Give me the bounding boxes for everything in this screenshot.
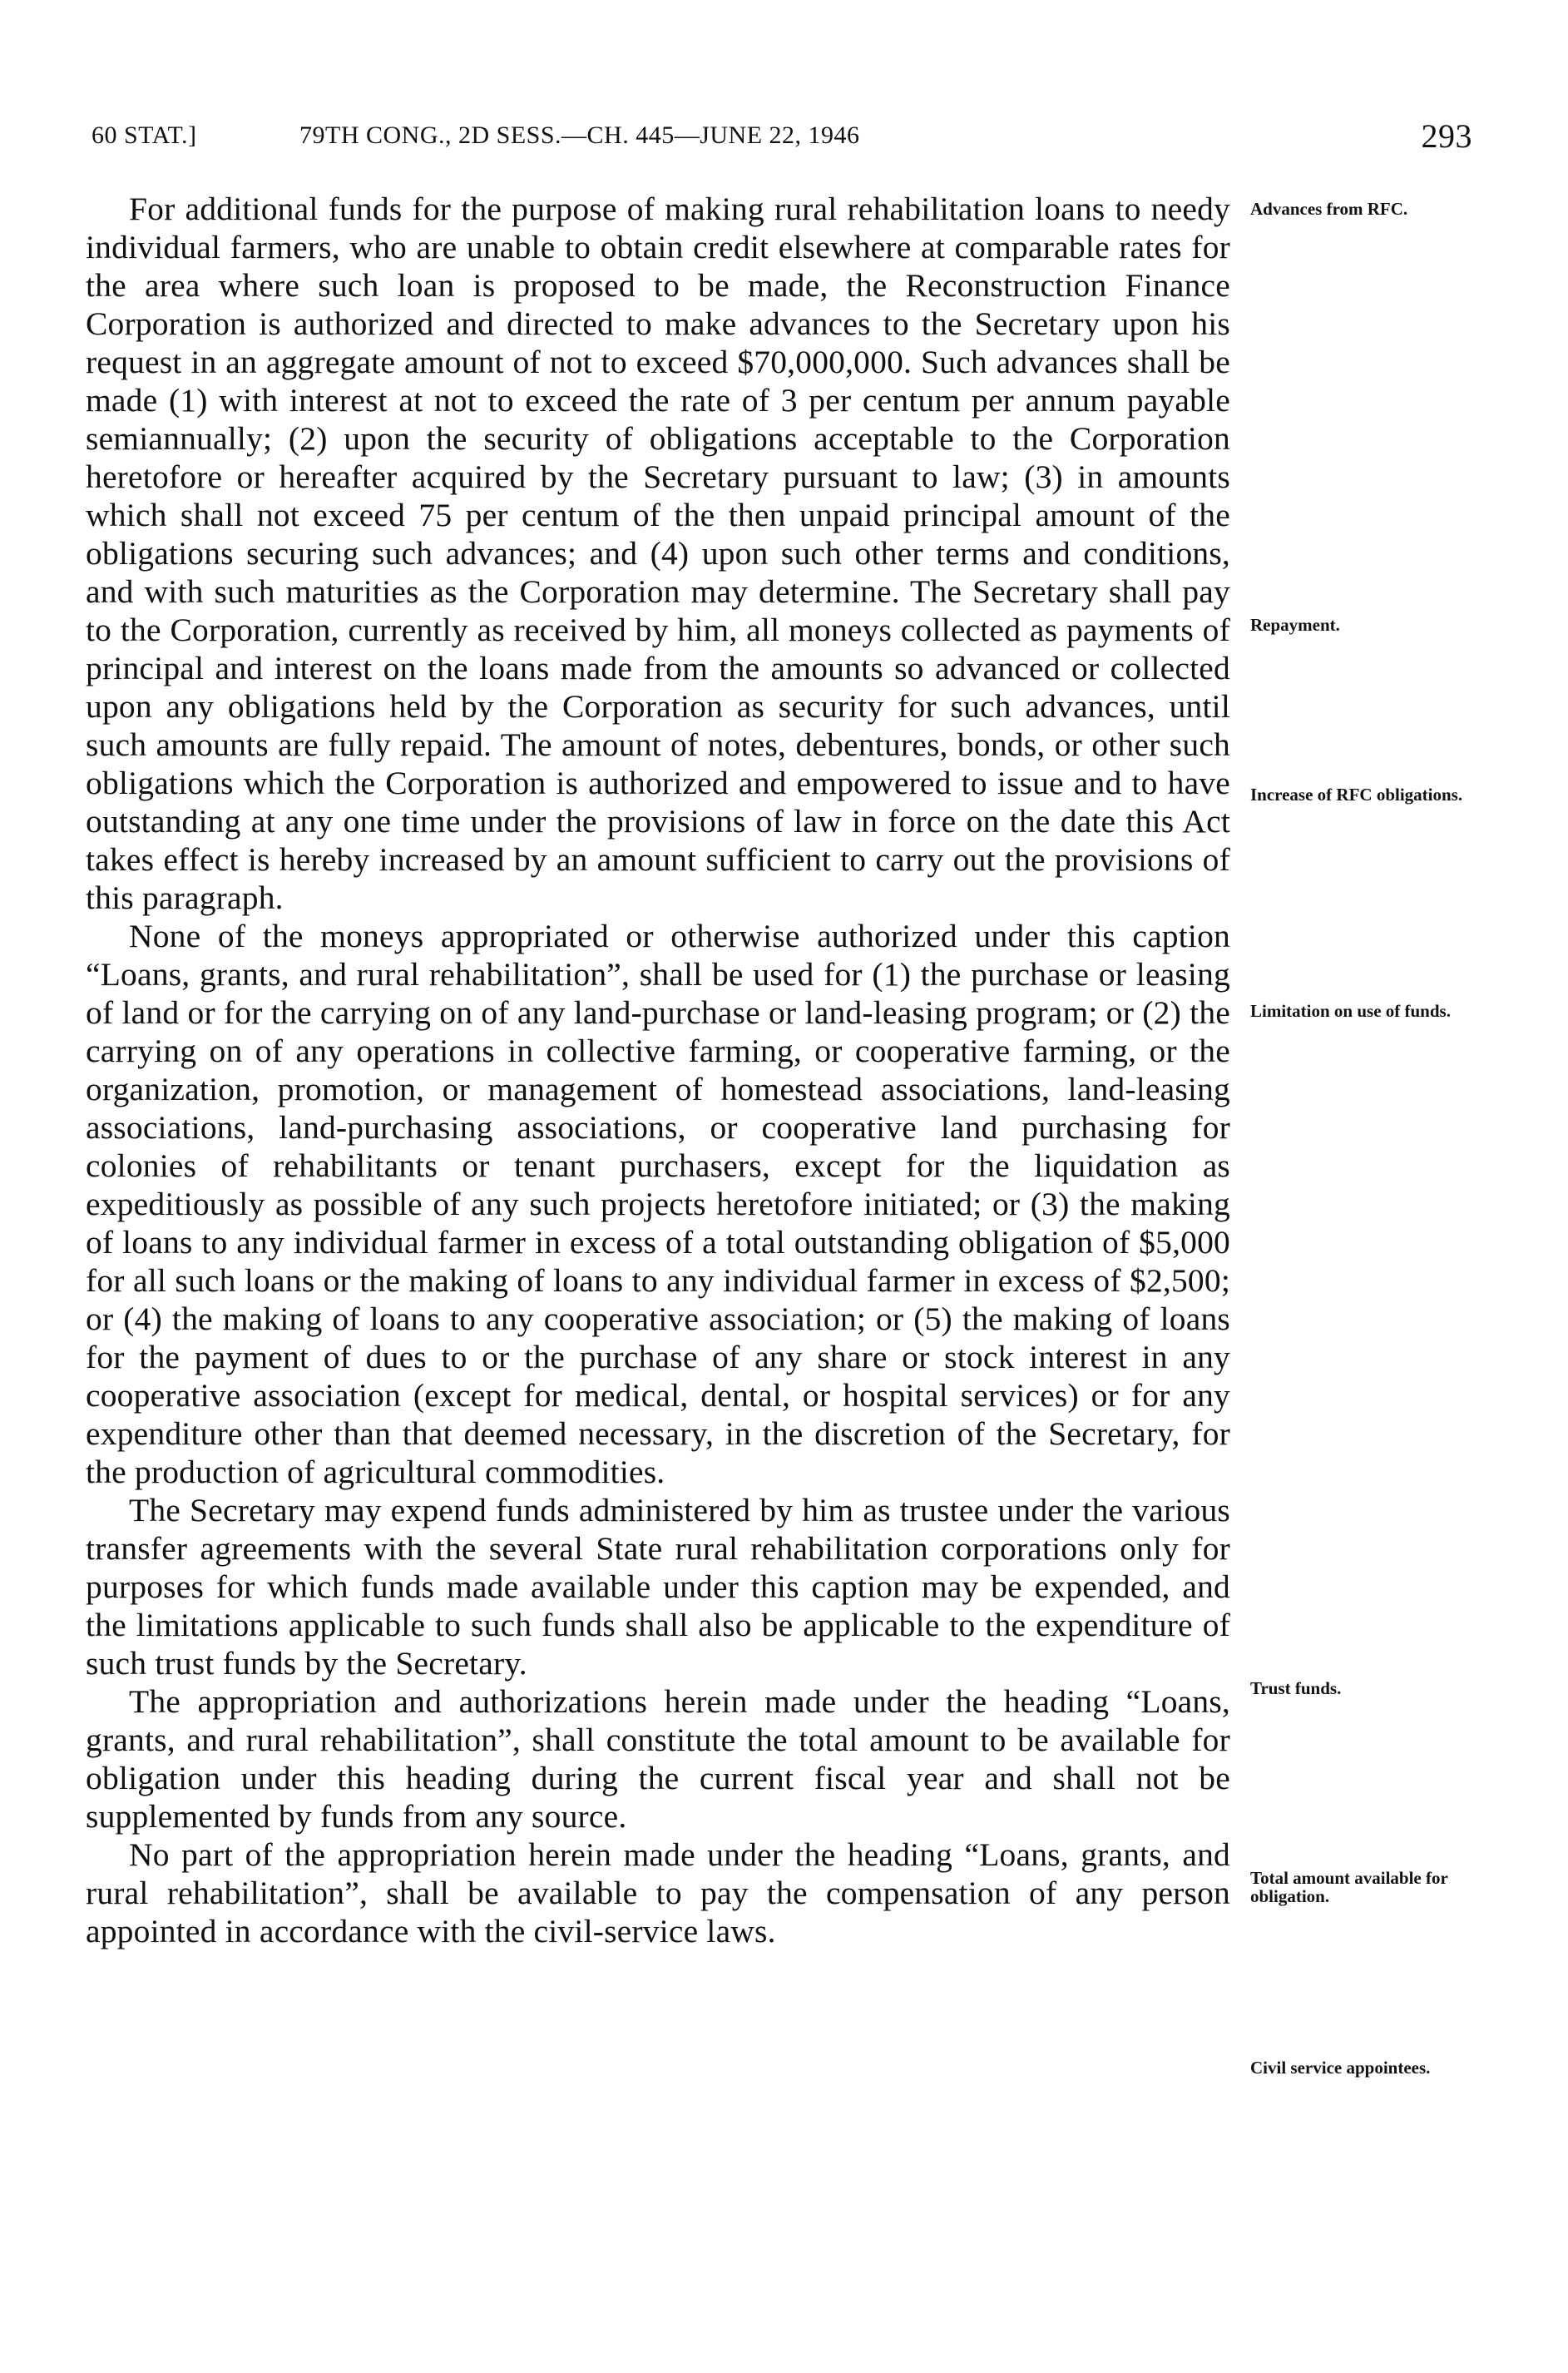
statute-reference: 60 STAT.] xyxy=(92,121,197,149)
paragraph-civil-service: No part of the appropriation herein made under the heading “Loans, grants, and rural rehabilitation”, shall be available to pay the compensation of any person appointed in accordance with the civil-service laws. xyxy=(86,1836,1230,1949)
margin-note-total-amount: Total amount available for obligation. xyxy=(1250,1868,1448,1906)
margin-note-advances: Advances from RFC. xyxy=(1250,199,1408,219)
margin-note-increase-obligations: Increase of RFC obligations. xyxy=(1250,785,1463,805)
main-text xyxy=(86,190,1230,1950)
paragraph-total-amount: The appropriation and authorizations herein made under the heading “Loans, grants, and rural rehabilitation”, shall constitute the total amount to be available for obligation under this heading during the current fiscal year and shall not be supplemented by funds from any source. xyxy=(86,1683,1230,1835)
page-number: 293 xyxy=(1421,117,1472,155)
paragraph-trust-funds: The Secretary may expend funds administered by him as trustee under the various transfer agreements with the several State rural rehabilitation corporations only for purposes for which funds made available under this caption may be expended, and the limitations applicable to such funds shall also be applicable to the expenditure of such trust funds by the Secretary. xyxy=(86,1492,1230,1682)
paragraph-limitation-on-use: None of the moneys appropriated or otherwise authorized under this caption “Loans, grants, and rural rehabilitation”, shall be used for (1) the purchase or leasing of land or for the carrying on of any land-purchase or land-leasing program; or (2) the carrying on of any operations in collective farming, or cooperative farming, or the organization, promotion, or management of homestead associations, land-leasing associations, land-purchasing associations, or cooperative land purchasing for colonies of rehabilitants or tenant purchasers, except for the liquidation as expeditiously as possible of any such projects heretofore initiated; or (3) the making of loans to any individual farmer in excess of a total outstanding obligation of $5,000 for all such loans or the making of loans to any individual farmer in excess of $2,500; or (4) the making of loans to any cooperative association; or (5) the making of loans for the payment of dues to or the purchase of any share or stock interest in any cooperative association (except for medical, dental, or hospital services) or for any expenditure other than that deemed necessary, in the discretion of the Secretary, for the production of agricultural commodities. xyxy=(86,918,1230,1490)
margin-note-limitation: Limitation on use of funds. xyxy=(1250,1001,1451,1021)
margin-note-repayment: Repayment. xyxy=(1250,615,1340,635)
paragraph-rfc-advances: For additional funds for the purpose of making rural rehabilitation loans to needy individual farmers, who are unable to obtain credit elsewhere at comparable rates for the area where such loan is proposed to be made, the Reconstruction Finance Corporation is authorized and directed to make advances to the Secretary upon his request in an aggregate amount of not to exceed $70,000,000. Such advances shall be made (1) with interest at not to exceed the rate of 3 per centum per annum payable semiannually; (2) upon the security of obligations acceptable to the Corporation heretofore or hereafter acquired by the Secretary pursuant to law; (3) in amounts which shall not exceed 75 per centum of the then unpaid principal amount of the obligations securing such advances; and (4) upon such other terms and conditions, and with such maturities as the Corporation may determine. The Secretary shall pay to the Corporation, currently as received by him, all moneys collected as payments of principal and interest on the loans made from the amounts so advanced or collected upon any obligations held by the Corporation as security for such advances, until such amounts are fully repaid. The amount of notes, debentures, bonds, or other such obligations which the Corporation is authorized and empowered to issue and to have outstanding at any one time under the provisions of law in force on the date this Act takes effect is hereby increased by an amount sufficient to carry out the provisions of this paragraph. xyxy=(86,191,1230,916)
margin-note-trust-funds: Trust funds. xyxy=(1250,1678,1342,1698)
margin-note-civil-service: Civil service appointees. xyxy=(1250,2058,1431,2078)
page-header xyxy=(92,116,1472,158)
session-chapter-date: 79TH CONG., 2D SESS.—CH. 445—JUNE 22, 1946 xyxy=(299,121,860,149)
